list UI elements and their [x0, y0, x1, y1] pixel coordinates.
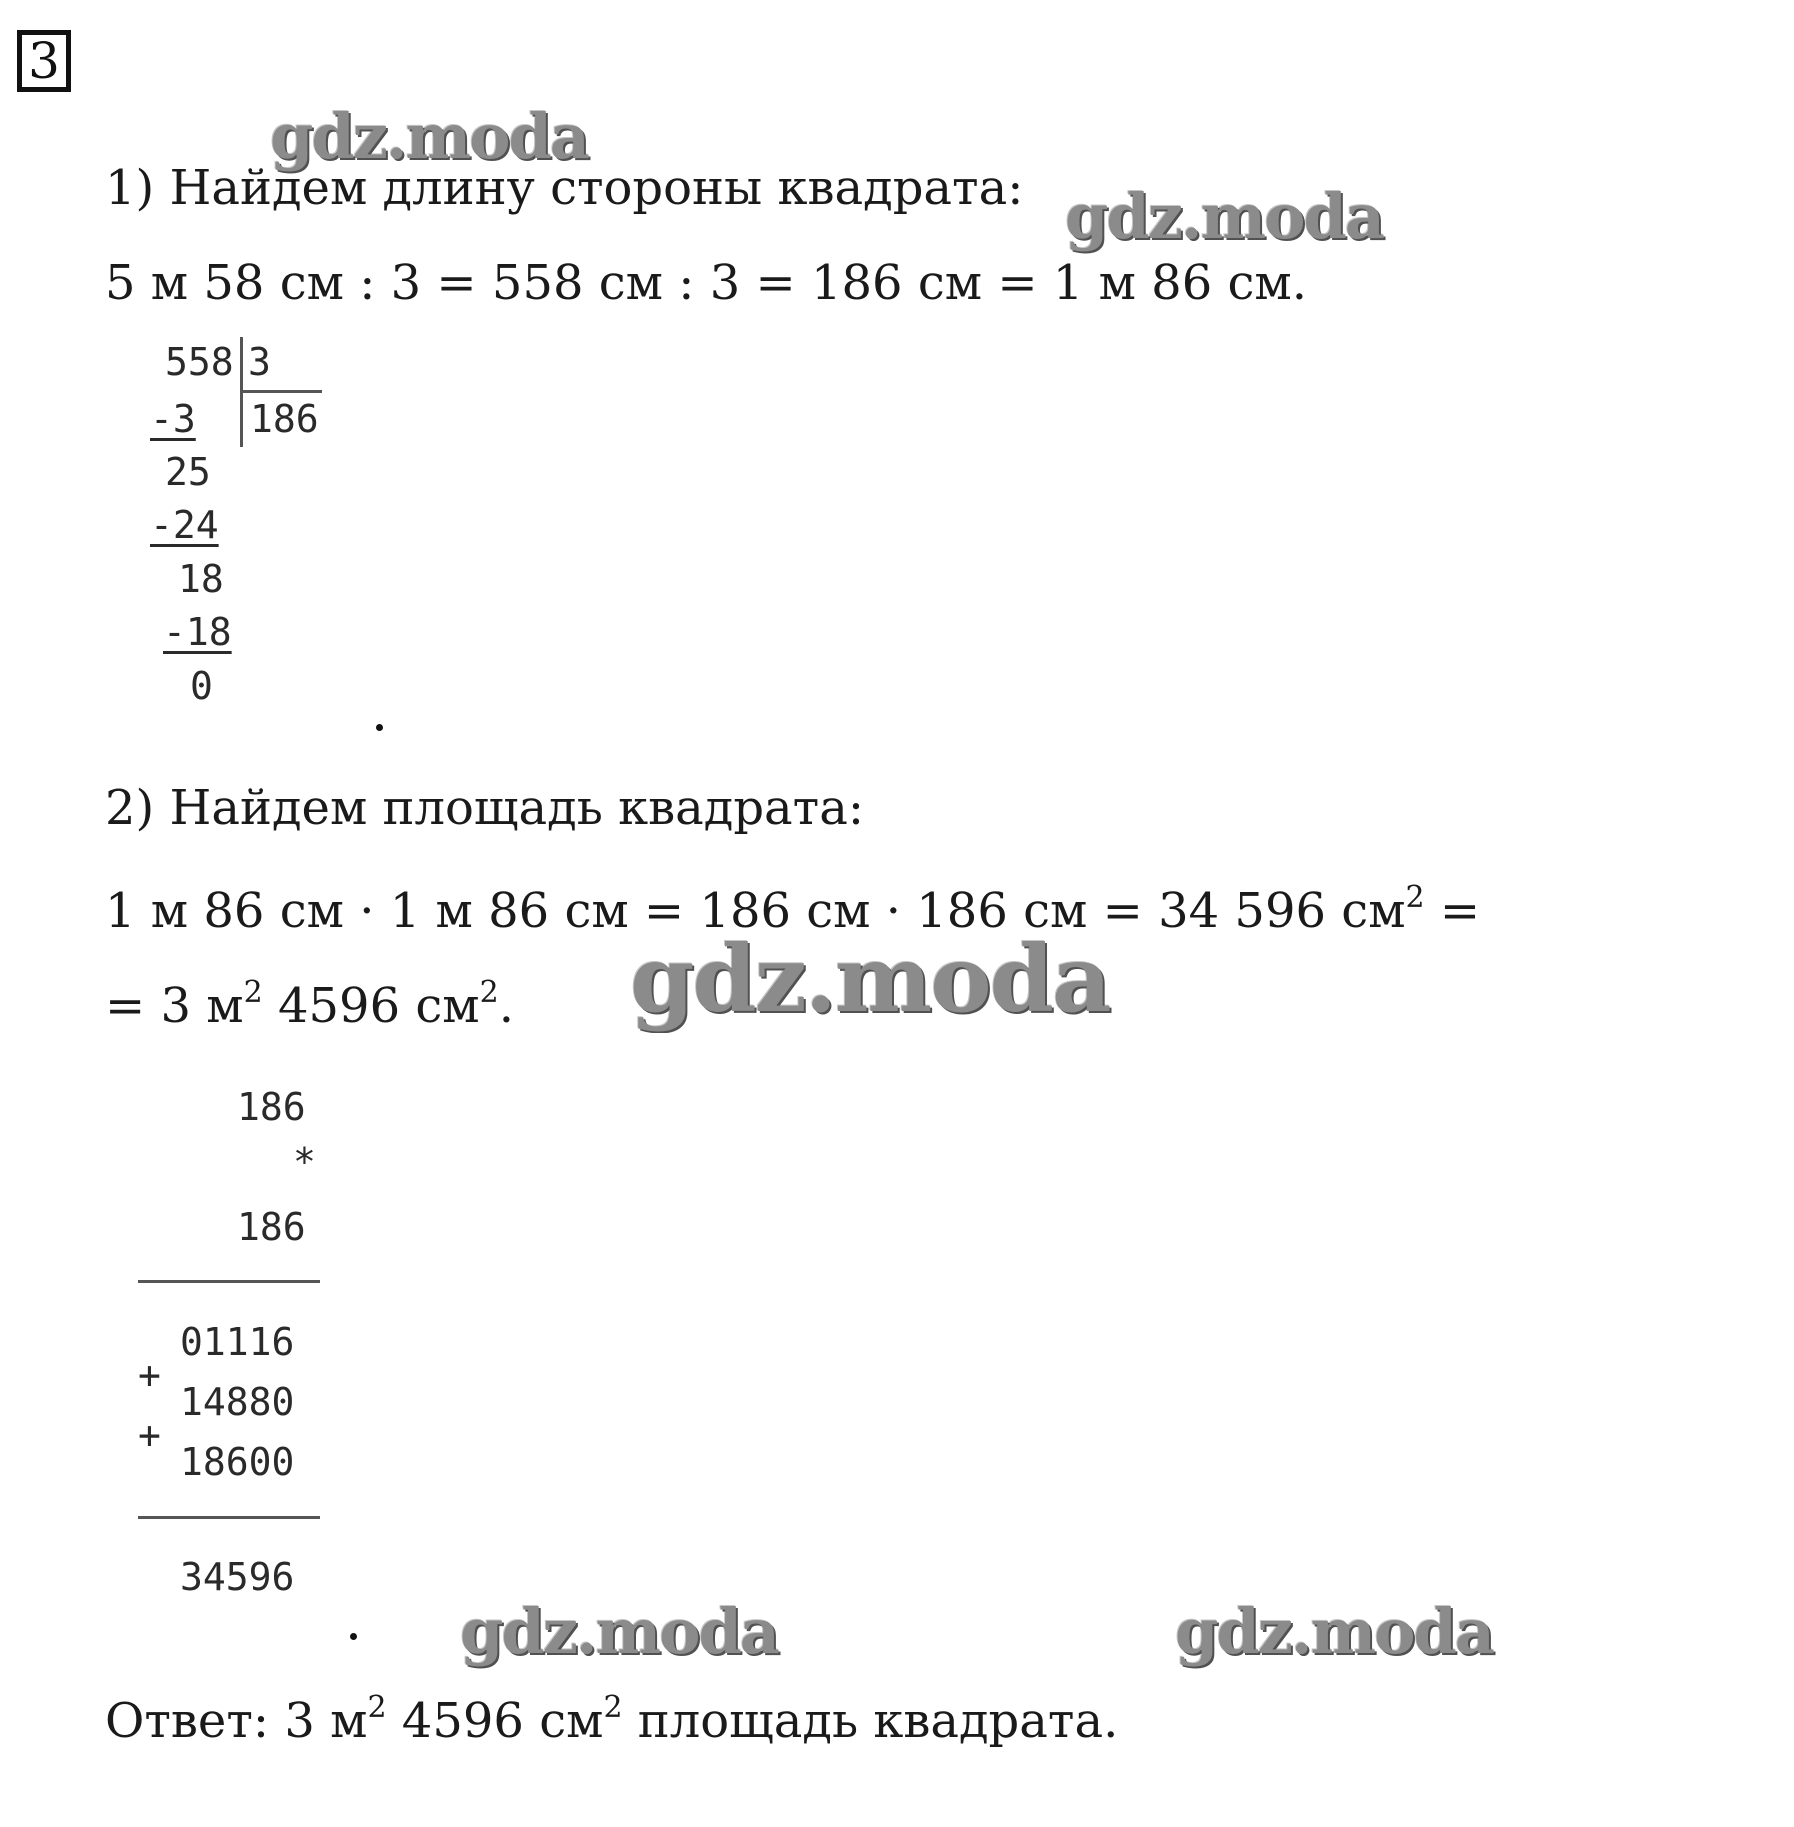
mult-plus: +	[138, 1413, 161, 1457]
mult-plus: +	[138, 1353, 161, 1397]
step2-heading	[105, 780, 864, 836]
stray-dot	[376, 724, 383, 731]
mult-operator: *	[293, 1140, 316, 1184]
division-quotient: 186	[250, 397, 319, 441]
step2-equation-line1	[105, 880, 1480, 939]
watermark: gdz.moda	[1065, 180, 1383, 253]
division-horizontal-line	[242, 390, 322, 393]
step1-equation: 5 м 58 см : 3 = 558 см : 3 = 186 см = 1 м 86 см.	[105, 255, 1307, 311]
task-number: 3	[17, 30, 71, 92]
division-step: 25	[165, 450, 211, 494]
step2-eq1-text: 1 м 86 см · 1 м 86 см = 186 см · 186 см = 34 596 см	[105, 883, 1406, 939]
division-step: -18	[163, 610, 232, 654]
mult-factor2: 186	[237, 1205, 306, 1249]
step2-heading-text: 2) Найдем площадь квадрата:	[105, 780, 864, 836]
mult-result: 34596	[180, 1555, 295, 1599]
answer-b: 4596 см	[386, 1693, 604, 1749]
step1-heading: 1) Найдем длину стороны квадрата:	[105, 160, 1024, 216]
division-step: -24	[150, 503, 219, 547]
mult-partial: 01116	[180, 1320, 295, 1364]
mult-partial: 14880	[180, 1380, 295, 1424]
division-step: 0	[190, 664, 213, 708]
watermark: gdz.moda	[460, 1595, 778, 1668]
superscript: 2	[243, 975, 263, 1010]
division-step: -3	[150, 397, 196, 441]
watermark: gdz.moda	[630, 925, 1110, 1033]
step2-equation-line2	[105, 975, 514, 1034]
superscript: 2	[479, 975, 499, 1010]
superscript: 2	[603, 1690, 623, 1725]
stray-dot	[350, 1633, 357, 1640]
mult-rule-top	[138, 1280, 320, 1283]
step2-eq1-tail: =	[1424, 883, 1481, 939]
superscript: 2	[1405, 880, 1425, 915]
division-divisor: 3	[248, 340, 271, 384]
mult-partial: 18600	[180, 1440, 295, 1484]
division-step: 18	[178, 557, 224, 601]
watermark: gdz.moda	[1175, 1595, 1493, 1668]
answer-c: площадь квадрата.	[622, 1693, 1119, 1749]
step2-eq2-b: 4596 см	[262, 978, 480, 1034]
division-dividend: 558	[165, 340, 234, 384]
mult-rule-bottom	[138, 1516, 320, 1519]
answer-a: Ответ: 3 м	[105, 1693, 368, 1749]
mult-factor1: 186	[237, 1085, 306, 1129]
watermark: gdz.moda	[270, 100, 588, 173]
step2-eq2-a: = 3 м	[105, 978, 244, 1034]
step2-eq2-c: .	[498, 978, 514, 1034]
answer-line	[105, 1690, 1118, 1749]
superscript: 2	[367, 1690, 387, 1725]
